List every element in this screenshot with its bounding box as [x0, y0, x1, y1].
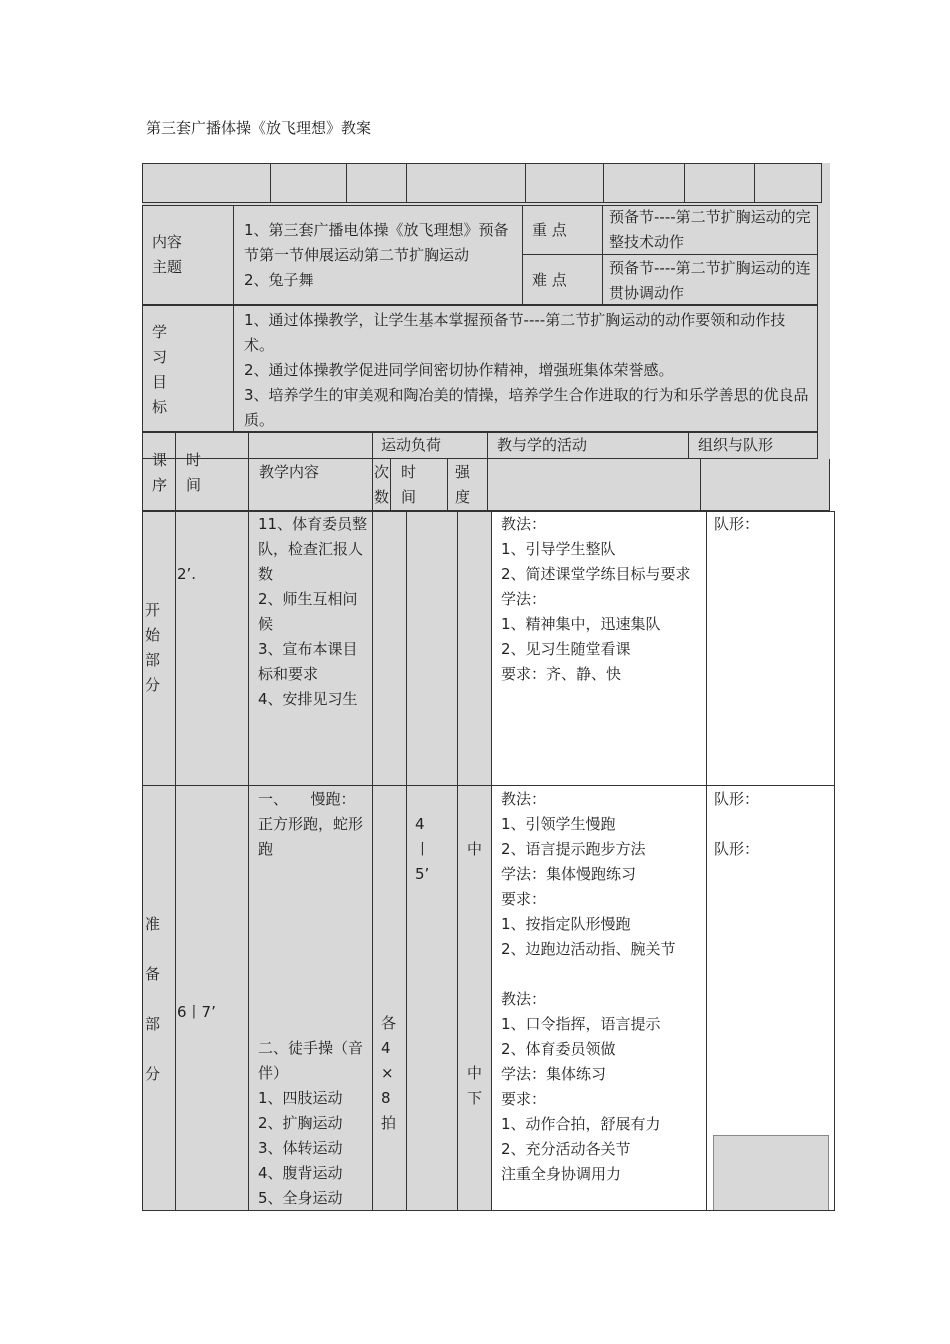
row-warmup-time: 6丨7’ — [177, 1003, 216, 1021]
header-times: 次 数 — [374, 463, 390, 506]
difficulty-label: 难 点 — [532, 271, 567, 289]
row-warmup-section: 准 备 部 分 — [145, 915, 161, 1083]
column-subheader-row — [142, 459, 830, 511]
row-warmup-content-run: 一、 慢跑： 正方形跑，蛇形跑 — [258, 790, 364, 858]
row-start-time: 2’. — [177, 565, 197, 583]
row-start-formation: 队形： — [714, 515, 760, 533]
header-empty-row — [142, 163, 822, 203]
row-warmup-times-exercise: 各 4 × 8 拍 — [381, 1014, 397, 1132]
key-point-text: 预备节----第二节扩胸运动的完整技术动作 — [609, 208, 811, 251]
row-warmup-formation-1: 队形： — [714, 790, 760, 808]
objectives-label: 学 习 目 标 — [152, 323, 168, 416]
header-time: 时 间 — [186, 451, 202, 494]
row-warmup-activities: 教法： 1、引领学生慢跑 2、语言提示跑步方法 学法：集体慢跑练习 要求： 1、按指定队形慢跑 2、边跑边活动指、腕关节 教法： 1、口令指挥，语言提示 2、体育委员领做 学法：集体练习 要求： 1、动作合拍，舒展有力 2、充分活动各关节 注重全身协调用力 — [501, 790, 676, 1183]
header-intensity: 强 度 — [455, 463, 471, 506]
row-start-activities: 教法： 1、引导学生整队 2、简述课堂学练目标与要求 学法： 1、精神集中，迅速集队 2、见习生随堂看课 要求：齐、静、快 — [501, 515, 691, 683]
header-content: 教学内容 — [259, 463, 320, 481]
row-warmup-content-exercise: 二、徒手操（音伴） 1、四肢运动 2、扩胸运动 3、体转运动 4、腹背运动 5、全身运动 — [258, 1039, 364, 1207]
row-start-section: 开 始 部 分 — [145, 601, 161, 694]
content-topic-text: 1、第三套广播电体操《放飞理想》预备节第一节伸展运动第二节扩胸运动 2、兔子舞 — [244, 221, 509, 289]
content-topic-label: 内容 主题 — [152, 233, 183, 276]
difficulty-text: 预备节----第二节扩胸运动的连贯协调动作 — [609, 259, 811, 302]
document-title: 第三套广播体操《放飞理想》教案 — [146, 119, 372, 137]
row-warmup-duration-run: 4 丨 5’ — [415, 815, 431, 883]
header-load: 运动负荷 — [381, 436, 442, 454]
header-activities: 教与学的活动 — [497, 436, 588, 454]
row-warmup-formation-2: 队形： — [714, 840, 760, 858]
formation-placeholder-box — [713, 1135, 829, 1211]
objectives-text: 1、通过体操教学，让学生基本掌握预备节----第二节扩胸运动的动作要领和动作技术。 2、通过体操教学促进同学间密切协作精神，增强班集体荣誉感。 3、培养学生的审美观和陶冶美的情操，培养学生合作进取的行为和乐学善思的优良品质。 — [244, 311, 809, 429]
header-order: 课 序 — [152, 451, 168, 494]
header-duration: 时 间 — [401, 463, 417, 506]
key-point-label: 重 点 — [532, 221, 567, 239]
row-warmup-intensity-exercise: 中 下 — [467, 1064, 483, 1107]
header-formation: 组织与队形 — [698, 436, 774, 454]
row-start-content: 11、体育委员整队，检查汇报人数 2、师生互相问候 3、宣布本课目标和要求 4、安排见习生 — [258, 515, 368, 708]
row-warmup-intensity-run: 中 — [467, 840, 483, 858]
